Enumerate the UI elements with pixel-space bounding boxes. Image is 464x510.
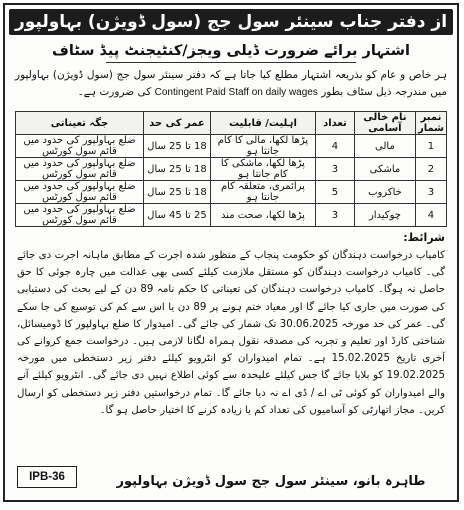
- cell-age-limit: 18 تا 25 سال: [143, 158, 210, 181]
- cell-age-limit: 18 تا 25 سال: [143, 181, 210, 204]
- cell-post-name: مالی: [354, 135, 415, 158]
- cell-count: 5: [315, 181, 354, 204]
- header-count: تعداد: [315, 112, 354, 135]
- table-row: [16, 158, 447, 181]
- conditions-paragraph: کامیاب درخواست دہندگان کو حکومت پنجاب کے منظور شدہ اجرت کے مطابق ماہانہ اجرت دی جائے گی۔ کامیاب درخواست دہندگان کو مستقل ملازمت کیلئے کسی بھی عدالت میں چارہ جوئی کا حق حاصل نہ ہوگا۔ کامیاب درخواست دہندگان کی تعیناتی کا حکم نامہ 89 دن کے لیے بحث کی دستیابی کی صورت میں جاری کیا جائے گا اور معیاد ختم ہونے پر 89 دن یا اس سے کم کی توسیع کی جا سکے گی۔ عمر کی حد مورخہ 30.06.2025 تک شمار کی جائے گی۔ امیدوار کا ضلع بہاولپور کا ڈومیسائل، شناختی کارڈ اور تعلیم و تجربہ کی مصدقہ نقول ہمراہ لگانا لازمی ہیں۔ درخواست جمع کروانے کی آخری تاریخ 15.02.2025 ہے۔ تمام امیدواران کو انٹرویو کیلئے دفتر زیر دستخطی میں مورخہ 19.02.2025 کو بلایا جائے گا جس کیلئے علیحدہ سے کوئی اطلاع نہیں دی جائے گی۔ انٹرویو کیلئے آنے والے امیدواران کو کوئی ٹی اے / ڈی اے نہ دیا جائے گا۔ تمام درخواستیں دفتر زیر دستخطی کو ارسال کریں۔ مجاز اتھارٹی کو آسامیوں کی تعداد کم یا زیادہ کرنے کا اختیار حاصل ہو گا۔: [17, 250, 446, 416]
- header-serial: نمبر شمار: [415, 112, 446, 135]
- cell-serial: 4: [415, 204, 446, 227]
- cell-age-limit: 25 تا 45 سال: [143, 204, 210, 227]
- intro-paragraph: [5, 63, 457, 107]
- office-title: از دفتر جناب سینئر سول جج (سول ڈویژن) بہاولپور: [14, 12, 448, 32]
- header-age-limit: عمر کی حد: [143, 112, 210, 135]
- vacancies-table: [15, 111, 447, 227]
- table-row: [16, 204, 447, 227]
- cell-age-limit: 18 تا 25 سال: [143, 135, 210, 158]
- cell-serial: 2: [415, 158, 446, 181]
- header-post-name: نام خالی آسامی: [354, 112, 415, 135]
- cell-posting-place: ضلع بہاولپور کی حدود میں قائم سول کورٹس: [16, 135, 144, 158]
- advertisement-page: [3, 3, 459, 502]
- cell-post-name: ماشکی: [354, 158, 415, 181]
- office-title-banner: [9, 9, 453, 35]
- cell-post-name: چوکیدار: [354, 204, 415, 227]
- cell-posting-place: ضلع بہاولپور کی حدود میں قائم سول کورٹس: [16, 181, 144, 204]
- table-row: [16, 181, 447, 204]
- ipb-code-box: IPB-36: [17, 466, 77, 488]
- table-header-row: [16, 112, 447, 135]
- header-qualification: اہلیت/ قابلیت: [210, 112, 315, 135]
- intro-text: ہر خاص و عام کو بذریعہ اشتہار مطلع کیا جاتا ہے کہ دفتر سینئر سول جج (سول ڈویژن) بہاولپور میں مندرجہ ذیل سٹاف بطور: [15, 69, 447, 98]
- cell-qualification: پڑھا لکھا، صحت مند: [210, 204, 315, 227]
- advertisement-heading-text: اشتہار برائے ضرورت ڈیلی ویجز/کنٹیجنٹ پیڈ سٹاف: [52, 43, 410, 59]
- cell-count: 4: [315, 135, 354, 158]
- advertisement-heading: [5, 40, 457, 62]
- intro-english-phrase: Contingent Paid Staff on daily wages: [154, 87, 318, 98]
- cell-qualification: پڑھا لکھا، مالی کا کام جانتا ہو: [210, 135, 315, 158]
- intro-suffix: کی ضرورت ہے۔: [77, 86, 152, 98]
- cell-serial: 1: [415, 135, 446, 158]
- table-row: [16, 135, 447, 158]
- cell-count: 3: [315, 204, 354, 227]
- cell-posting-place: ضلع بہاولپور کی حدود میں قائم سول کورٹس: [16, 204, 144, 227]
- cell-serial: 3: [415, 181, 446, 204]
- cell-qualification: پڑھا لکھا، ماشکی کا کام جانتا ہو: [210, 158, 315, 181]
- footer: [5, 462, 457, 500]
- cell-count: 3: [315, 158, 354, 181]
- cell-posting-place: ضلع بہاولپور کی حدود میں قائم سول کورٹس: [16, 158, 144, 181]
- conditions-heading: شرائط:: [403, 231, 445, 244]
- cell-qualification: پرائمری، متعلقہ کام جانتا ہو: [210, 181, 315, 204]
- signatory-line: طاہرہ بانو، سینئر سول جج سول ڈویژن بہاولپور: [116, 474, 426, 489]
- header-posting-place: جگہ تعیناتی: [16, 112, 144, 135]
- cell-post-name: خاکروب: [354, 181, 415, 204]
